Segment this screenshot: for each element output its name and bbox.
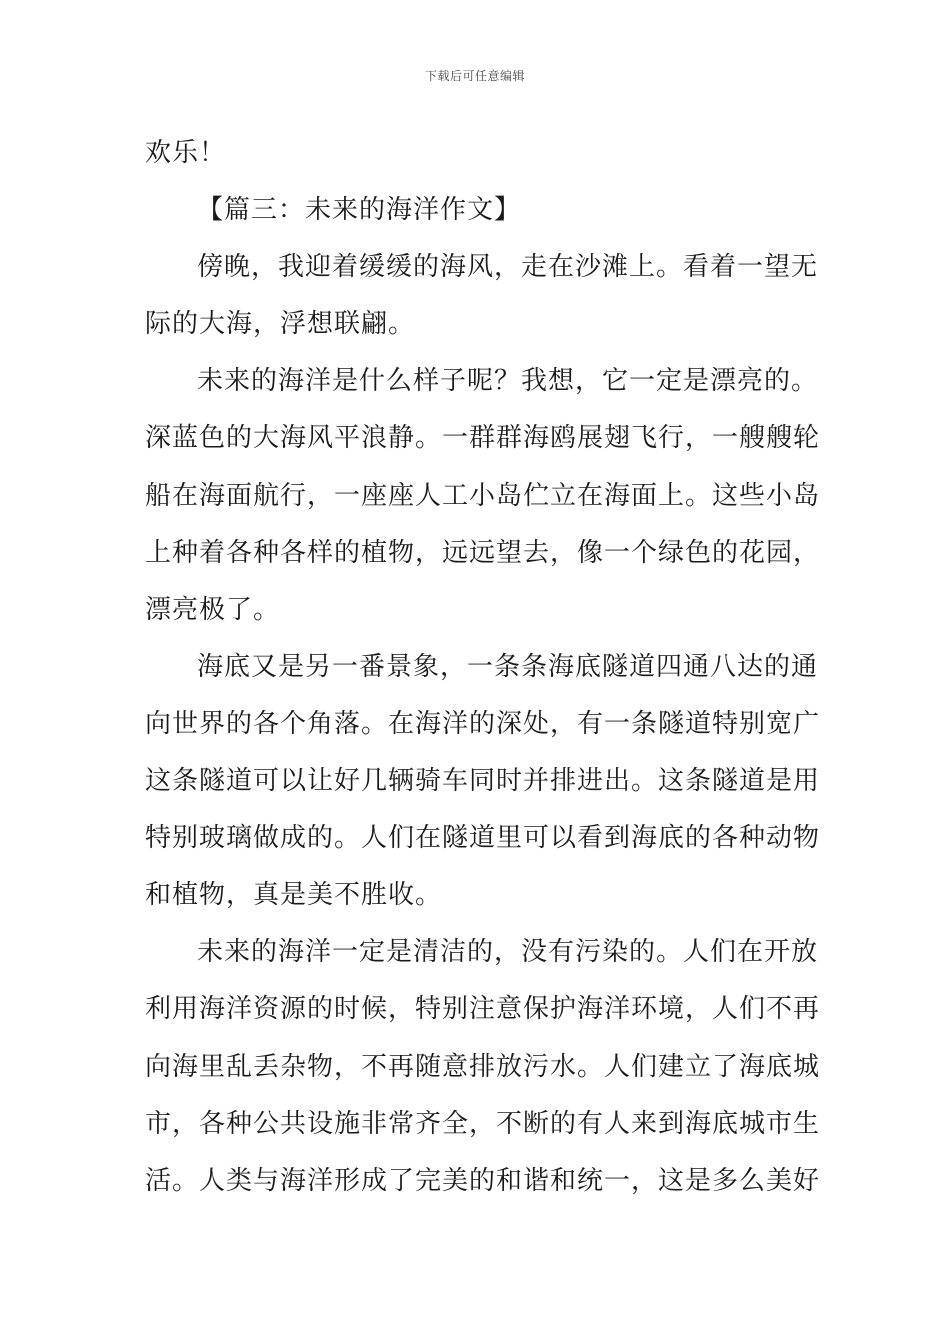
text-line: 未来的海洋是什么样子呢？我想，它一定是漂亮的。	[197, 366, 819, 397]
text-line: 特别玻璃做成的。人们在隧道里可以看到海底的各种动物	[145, 823, 821, 854]
section-heading: 【篇三：未来的海洋作文】	[197, 195, 522, 226]
text-line: 上种着各种各样的植物，远远望去，像一个绿色的花园，	[145, 537, 821, 568]
page-header-note: 下载后可任意编辑	[424, 69, 525, 83]
text-line: 和植物，真是美不胜收。	[145, 880, 443, 911]
text-line: 船在海面航行，一座座人工小岛伫立在海面上。这些小岛	[145, 480, 821, 511]
text-line: 这条隧道可以让好几辆骑车同时并排进出。这条隧道是用	[145, 766, 821, 797]
text-line: 际的大海，浮想联翩。	[145, 309, 416, 340]
text-line: 活。人类与海洋形成了完美的和谐和统一，这是多么美好	[145, 1165, 821, 1196]
text-line: 漂亮极了。	[145, 594, 281, 625]
text-line: 市，各种公共设施非常齐全，不断的有人来到海底城市生	[145, 1108, 821, 1139]
text-line: 深蓝色的大海风平浪静。一群群海鸥展翅飞行，一艘艘轮	[145, 423, 821, 454]
text-line: 欢乐！	[145, 138, 227, 168]
text-line: 利用海洋资源的时候，特别注意保护海洋环境，人们不再	[145, 994, 821, 1025]
text-line: 海底又是另一番景象，一条条海底隧道四通八达的通	[197, 651, 819, 682]
text-line: 傍晚，我迎着缓缓的海风，走在沙滩上。看着一望无	[197, 252, 819, 283]
text-line: 未来的海洋一定是清洁的，没有污染的。人们在开放	[197, 937, 819, 968]
text-line: 向海里乱丢杂物，不再随意排放污水。人们建立了海底城	[145, 1051, 821, 1082]
text-line: 向世界的各个角落。在海洋的深处，有一条隧道特别宽广	[145, 708, 821, 739]
document-body	[145, 128, 821, 1213]
